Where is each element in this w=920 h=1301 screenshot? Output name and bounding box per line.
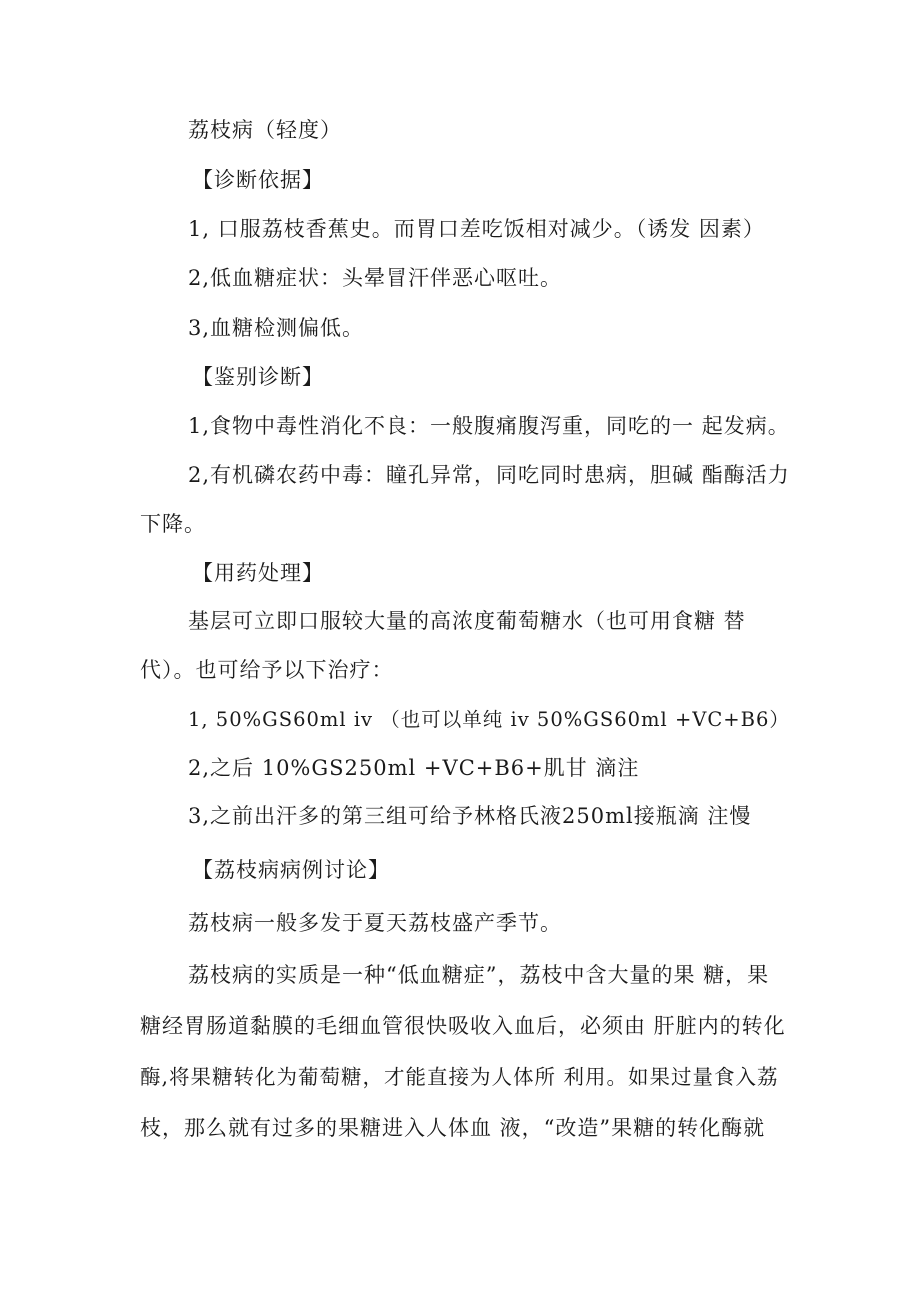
treatment-heading: 【用药处理】 <box>192 561 324 585</box>
differential-item-1: 1,食物中毒性消化不良：一般腹痛腹泻重，同吃的一 起发病。 <box>188 414 790 438</box>
treatment-item-3: 3,之前出汗多的第三组可给予林格氏液250ml接瓶滴 注慢 <box>188 804 752 828</box>
diagnosis-item-3: 3,血糖检测偏低。 <box>188 316 365 340</box>
treatment-item-1: 1, 50%GS60ml iv （也可以单纯 iv 50%GS60ml +VC+B6） <box>188 708 790 731</box>
treatment-intro-line-1: 基层可立即口服较大量的高浓度葡萄糖水（也可用食糖 替 <box>188 609 746 633</box>
treatment-intro-line-2: 代）。也可给予以下治疗： <box>140 658 394 682</box>
differential-heading: 【鉴别诊断】 <box>192 365 324 389</box>
treatment-item-2: 2,之后 10%GS250ml +VC+B6+肌甘 滴注 <box>188 756 640 780</box>
differential-item-2-line-1: 2,有机磷农药中毒：瞳孔异常，同吃同时患病，胆碱 酯酶活力 <box>188 463 790 487</box>
discussion-paragraph-2-line-3: 酶,将果糖转化为葡萄糖，才能直接为人体所 利用。如果过量食入荔 <box>140 1065 779 1089</box>
discussion-paragraph-2-line-1: 荔枝病的实质是一种“低血糖症”，荔枝中含大量的果 糖，果 <box>188 963 770 987</box>
diagnosis-item-2: 2,低血糖症状：头晕冒汗伴恶心呕吐。 <box>188 266 563 290</box>
document-title: 荔枝病（轻度） <box>188 118 342 142</box>
diagnosis-heading: 【诊断依据】 <box>192 168 324 192</box>
discussion-paragraph-1: 荔枝病一般多发于夏天荔枝盛产季节。 <box>188 911 562 935</box>
diagnosis-item-1: 1, 口服荔枝香蕉史。而胃口差吃饭相对减少。（诱发 因素） <box>188 217 765 241</box>
discussion-heading: 【荔枝病病例讨论】 <box>192 858 390 882</box>
differential-item-2-line-2: 下降。 <box>140 512 206 536</box>
discussion-paragraph-2-line-2: 糖经胃肠道黏膜的毛细血管很快吸收入血后，必须由 肝脏内的转化 <box>140 1014 786 1038</box>
discussion-paragraph-2-line-4: 枝，那么就有过多的果糖进入人体血 液，“改造”果糖的转化酶就 <box>140 1116 766 1140</box>
